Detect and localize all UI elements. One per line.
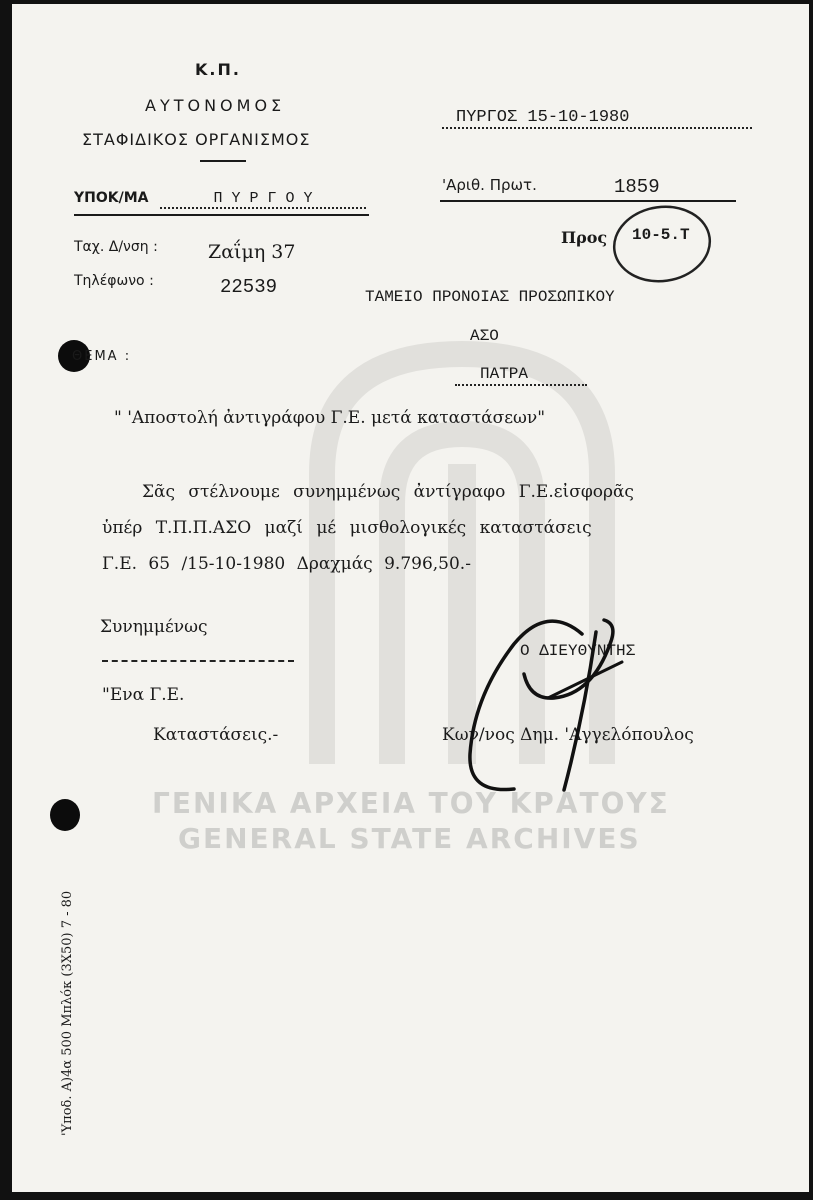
handwritten-note-text: 10-5.Τ (632, 226, 690, 244)
branch-value: Π Υ Ρ Γ Ο Υ (160, 190, 366, 209)
recipient-line1: ΤΑΜΕΙΟ ΠΡΟΝΟΙΑΣ ΠΡΟΣΩΠΙΚΟΥ (365, 288, 615, 306)
org-divider (200, 160, 246, 162)
handwritten-signature (452, 604, 642, 804)
signature-name: Κων/νος Δημ. 'Αγγελόπουλος (442, 725, 694, 745)
watermark-line-greek: ΓΕΝΙΚΑ ΑΡΧΕΙΑ ΤΟΥ ΚΡΑΤΟΥΣ (152, 787, 670, 820)
phone-label: Τηλέφωνο : (74, 273, 154, 289)
document-page (12, 4, 809, 1192)
recipient-line3: ΠΑΤΡΑ (480, 365, 529, 383)
watermark-line-english: GENERAL STATE ARCHIVES (178, 822, 641, 855)
org-name-line2: ΣΤΑΦΙΔΙΚΟΣ ΟΡΓΑΝΙΣΜΟΣ (82, 130, 311, 149)
printer-note: 'Υποδ. Α)4α 500 Μπλόκ (3Χ50) 7 - 80 (60, 890, 75, 1136)
handwritten-note (610, 202, 714, 286)
recipient-line2: ΑΣΟ (470, 327, 499, 345)
body-line2: ὑπέρ Τ.Π.Π.ΑΣΟ μαζί μέ μισθολογικές καταστάσεις (102, 518, 592, 538)
branch-label: ΥΠΟΚ/ΜΑ (74, 190, 149, 206)
punch-hole-bottom (50, 799, 80, 831)
address-label: Ταχ. Δ/νση : (74, 239, 158, 255)
attachment-item-2: Καταστάσεις.- (153, 725, 279, 745)
subject-label: ΘΕΜΑ : (72, 349, 132, 364)
place-date: ΠΥΡΓΟΣ 15-10-1980 (442, 108, 752, 129)
body-line3: Γ.Ε. 65 /15-10-1980 Δραχμάς 9.796,50.- (102, 554, 471, 574)
attachments-label: Συνημμένως (100, 617, 208, 637)
address-value: Ζαΐμη 37 (208, 241, 296, 263)
body-line1: Σᾶς στέλνουμε συνημμένως ἀντίγραφο Γ.Ε.εἰσφορᾶς (142, 482, 634, 502)
branch-underline (74, 214, 369, 216)
phone-value: 22539 (220, 276, 278, 298)
attachments-underline (102, 660, 294, 662)
protocol-value: 1859 (614, 176, 660, 198)
recipient-underline (455, 384, 587, 386)
header-kp: Κ.Π. (195, 60, 241, 79)
protocol-label: 'Αριθ. Πρωτ. (442, 176, 537, 194)
org-name-line1: ΑΥΤΟΝΟΜΟΣ (145, 96, 286, 115)
attachment-item-1: "Ενα Γ.Ε. (102, 685, 185, 705)
pros-label: Προς (561, 228, 608, 247)
subject-text: " 'Αποστολή ἀντιγράφου Γ.Ε. μετά καταστάσεων" (114, 408, 546, 428)
signature-title: Ο ΔΙΕΥΘΥΝΤΗΣ (520, 642, 636, 660)
